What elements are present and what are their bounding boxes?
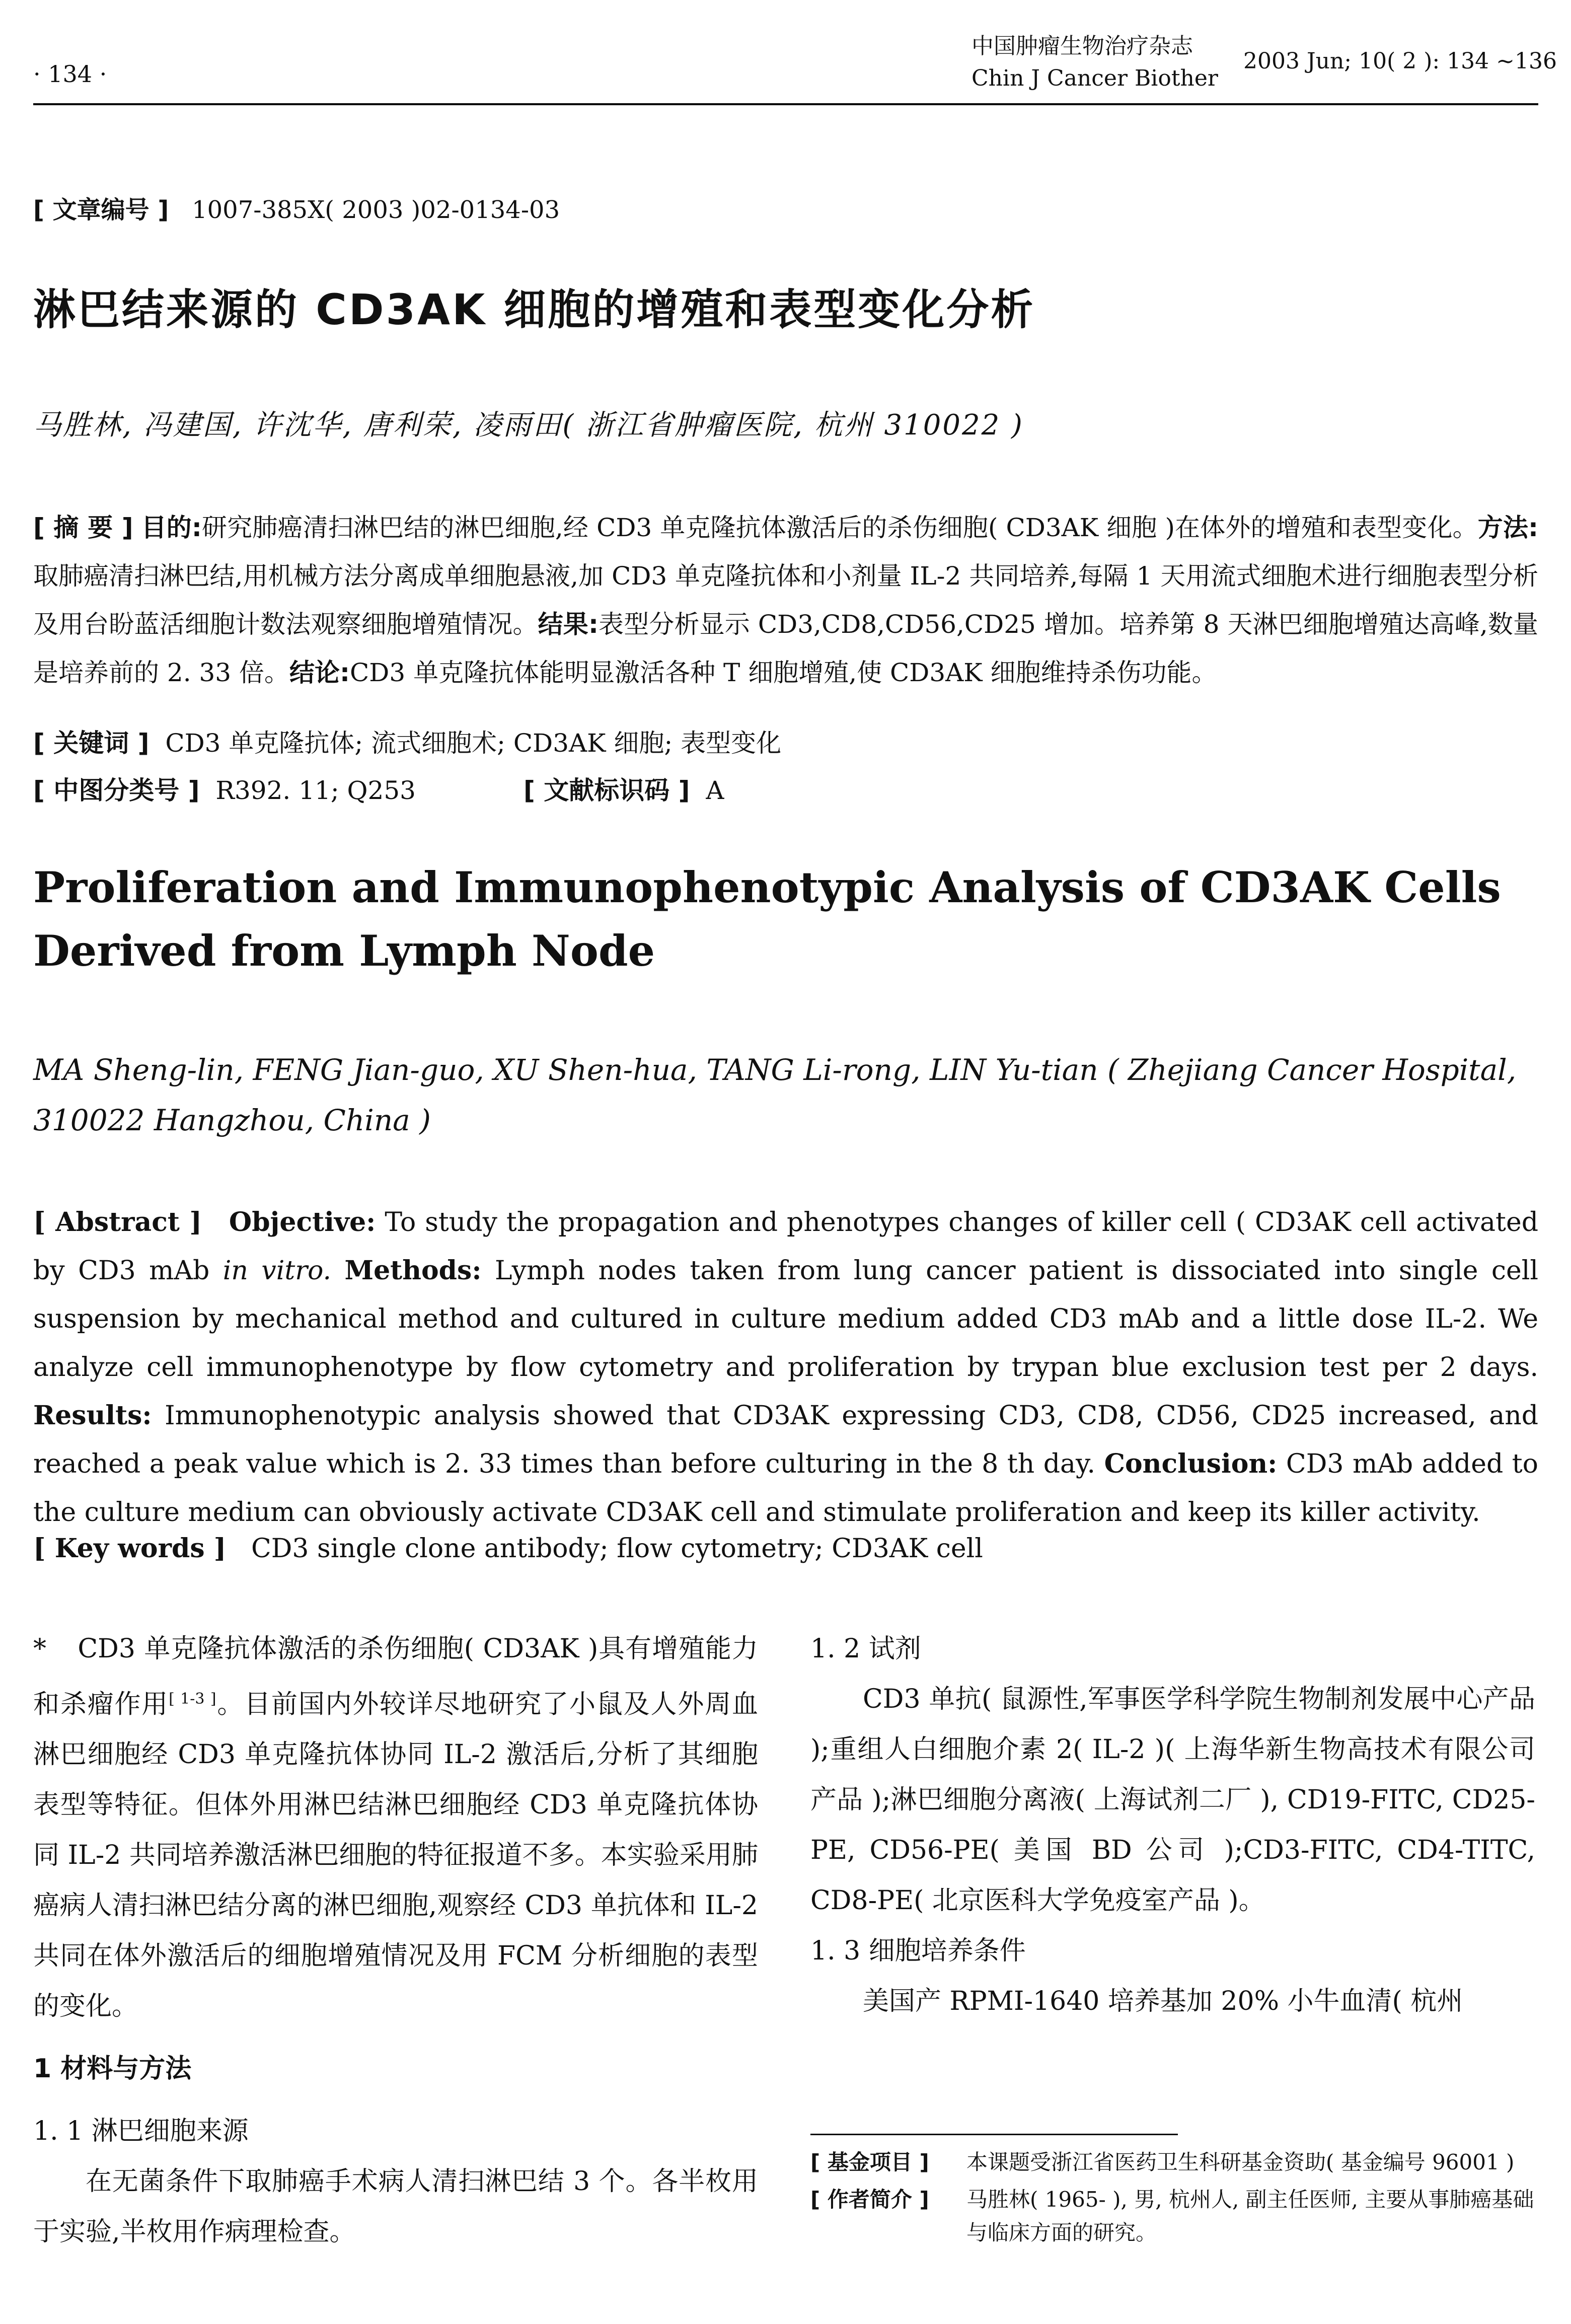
body-left-column: [33, 1624, 758, 2257]
footnote-rule: [810, 2134, 1178, 2135]
keywords-en: [33, 1533, 983, 1564]
footnote-author: [810, 2183, 1535, 2249]
subsection-1-3-text: 美国产 RPMI-1640 培养基加 20% 小牛血清( 杭州: [863, 1986, 1463, 2016]
subsection-1-1-text: 在无菌条件下取肺癌手术病人清扫淋巴结 3 个。各半枚用于实验,半枚用作病理检查。: [33, 2166, 758, 2247]
objective-en: To study the propagation and phenotypes changes of killer cell ( CD3AK cell activated by CD3 mAb: [33, 1207, 1539, 1286]
methods-en-label: Methods:: [344, 1255, 482, 1286]
results-en: Immunophenotypic analysis showed that CD3AK expressing CD3, CD8, CD56, CD25 increased, and reached a peak value which is 2. 33 times than before culturing in the 8 th day.: [33, 1401, 1539, 1479]
title-en: Proliferation and Immunophenotypic Analysis of CD3AK Cells Derived from Lymph Node: [33, 862, 1501, 976]
fund-text: 本课题受浙江省医药卫生科研基金资助( 基金编号 96001 ): [966, 2150, 1515, 2174]
intro-text-b: 。目前国内外较详尽地研究了小鼠及人外周血淋巴细胞经 CD3 单克隆抗体协同 IL-2 激活后,分析了其细胞表型等特征。但体外用淋巴结淋巴细胞经 CD3 单克隆抗体协同 IL-2 共同培养激活淋巴细胞的特征报道不多。本实验采用肺癌病人清扫淋巴结分离的淋巴细胞,观察经 CD3 单抗体和 IL-2 共同在体外激活后的细胞增殖情况及用 FCM 分析细胞的表型的变化。: [33, 1689, 758, 2022]
keywords-cn-tag: [ 关键词 ]: [33, 729, 149, 758]
abstract-en-tag: [ Abstract ]: [33, 1207, 202, 1238]
abstract-en: [33, 1198, 1538, 1537]
conclusion-cn: CD3 单克隆抗体能明显激活各种 T 细胞增殖,使 CD3AK 细胞维持杀伤功能。: [350, 658, 1217, 687]
subsection-1-2-heading: 1. 2 试剂: [810, 1634, 921, 1664]
intro-marker: *: [33, 1634, 46, 1664]
issue-info: 2003 Jun; 10( 2 ): 134 ~136: [1243, 48, 1557, 74]
classification-number: [33, 770, 416, 807]
results-en-label: Results:: [33, 1400, 152, 1431]
page-number: · 134 ·: [33, 60, 107, 88]
objective-en-label: Objective:: [229, 1207, 376, 1238]
abstract-cn: [33, 503, 1538, 697]
article-id-value: 1007-385X( 2003 )02-0134-03: [192, 196, 560, 224]
document-code-value: A: [706, 776, 724, 805]
authors-en: MA Sheng-lin, FENG Jian-guo, XU Shen-hua, TANG Li-rong, LIN Yu-tian ( Zhejiang Cancer Hospital, 310022 Hangzhou, China ): [33, 1053, 1517, 1137]
document-code-tag: [ 文献标识码 ]: [523, 776, 690, 805]
intro-paragraph: [33, 1624, 758, 2031]
subsection-1-3-heading: 1. 3 细胞培养条件: [810, 1936, 1026, 1966]
results-cn-label: 结果:: [538, 610, 599, 639]
keywords-cn: [33, 723, 781, 759]
conclusion-en: CD3 mAb added to the culture medium can obviously activate CD3AK cell and stimulate proliferation and keep its killer activity.: [33, 1449, 1538, 1528]
methods-cn: 取肺癌清扫淋巴结,用机械方法分离成单细胞悬液,加 CD3 单克隆抗体和小剂量 IL-2 共同培养,每隔 1 天用流式细胞术进行细胞表型分析及用台盼蓝活细胞计数法观察细胞增殖情况。: [33, 561, 1538, 639]
objective-cn: 研究肺癌清扫淋巴结的淋巴细胞,经 CD3 单克隆抗体激活后的杀伤细胞( CD3AK 细胞 )在体外的增殖和表型变化。: [201, 513, 1478, 542]
article-id-tag: [ 文章编号 ]: [33, 196, 169, 224]
article-id: [33, 190, 560, 225]
footnotes: [810, 2146, 1535, 2249]
methods-cn-label: 方法:: [1477, 513, 1538, 542]
intro-text-a: CD3 单克隆抗体激活的杀伤细胞( CD3AK )具有增殖能力和杀瘤作用: [33, 1634, 758, 1720]
results-cn: 表型分析显示 CD3,CD8,CD56,CD25 增加。培养第 8 天淋巴细胞增殖达高峰,数量是培养前的 2. 33 倍。: [33, 610, 1539, 687]
authors-cn: 马胜林, 冯建国, 许沈华, 唐利荣, 凌雨田( 浙江省肿瘤医院, 杭州 310022 ): [33, 409, 1024, 442]
conclusion-en-label: Conclusion:: [1104, 1448, 1278, 1479]
journal-name-en: Chin J Cancer Biother: [971, 65, 1218, 91]
journal-name-cn: 中国肿瘤生物治疗杂志: [971, 33, 1193, 59]
subsection-1-1-heading: 1. 1 淋巴细胞来源: [33, 2116, 249, 2147]
keywords-en-tag: [ Key words ]: [33, 1533, 227, 1564]
classification-value: R392. 11; Q253: [215, 776, 416, 805]
intro-citation: [ 1-3 ]: [169, 1690, 216, 1708]
methods-en: Lymph nodes taken from lung cancer patient is dissociated into single cell suspension by mechanical method and cultured in culture medium added CD3 mAb and a little dose IL-2. We analyze cell immunophenotype by flow cytometry and proliferation by trypan blue exclusion test per 2 days.: [33, 1256, 1538, 1383]
conclusion-cn-label: 结论:: [289, 658, 350, 687]
footnote-fund: [810, 2146, 1535, 2179]
fund-tag: [ 基金项目 ]: [810, 2150, 929, 2174]
header-rule: [33, 103, 1538, 105]
classification-tag: [ 中图分类号 ]: [33, 776, 200, 805]
objective-en-italic: in vitro.: [222, 1256, 332, 1286]
author-bio-tag: [ 作者简介 ]: [810, 2187, 929, 2212]
subsection-1-2-text: CD3 单抗( 鼠源性,军事医学科学院生物制剂发展中心产品 );重组人白细胞介素 2( IL-2 )( 上海华新生物高技术有限公司产品 );淋巴细胞分离液( 上海试剂二厂 ), CD19-FITC, CD25-PE, CD56-PE( 美国 BD 公司 );CD3-FITC, CD4-TITC, CD8-PE( 北京医科大学免疫室产品 )。: [810, 1684, 1535, 1916]
body-right-column: [810, 1624, 1535, 2026]
author-bio-text: 马胜林( 1965- ), 男, 杭州人, 副主任医师, 主要从事肺癌基础与临床方面的研究。: [966, 2187, 1534, 2245]
title-cn: 淋巴结来源的 CD3AK 细胞的增殖和表型变化分析: [33, 285, 1035, 334]
objective-cn-label: 目的:: [141, 513, 202, 542]
keywords-en-value: CD3 single clone antibody; flow cytometry; CD3AK cell: [251, 1534, 983, 1564]
section-1-heading: 1 材料与方法: [33, 2054, 192, 2084]
keywords-cn-value: CD3 单克隆抗体; 流式细胞术; CD3AK 细胞; 表型变化: [165, 729, 782, 758]
document-code: [523, 770, 724, 807]
abstract-cn-tag: [ 摘 要 ]: [33, 513, 133, 542]
journal-name: [971, 30, 1218, 95]
